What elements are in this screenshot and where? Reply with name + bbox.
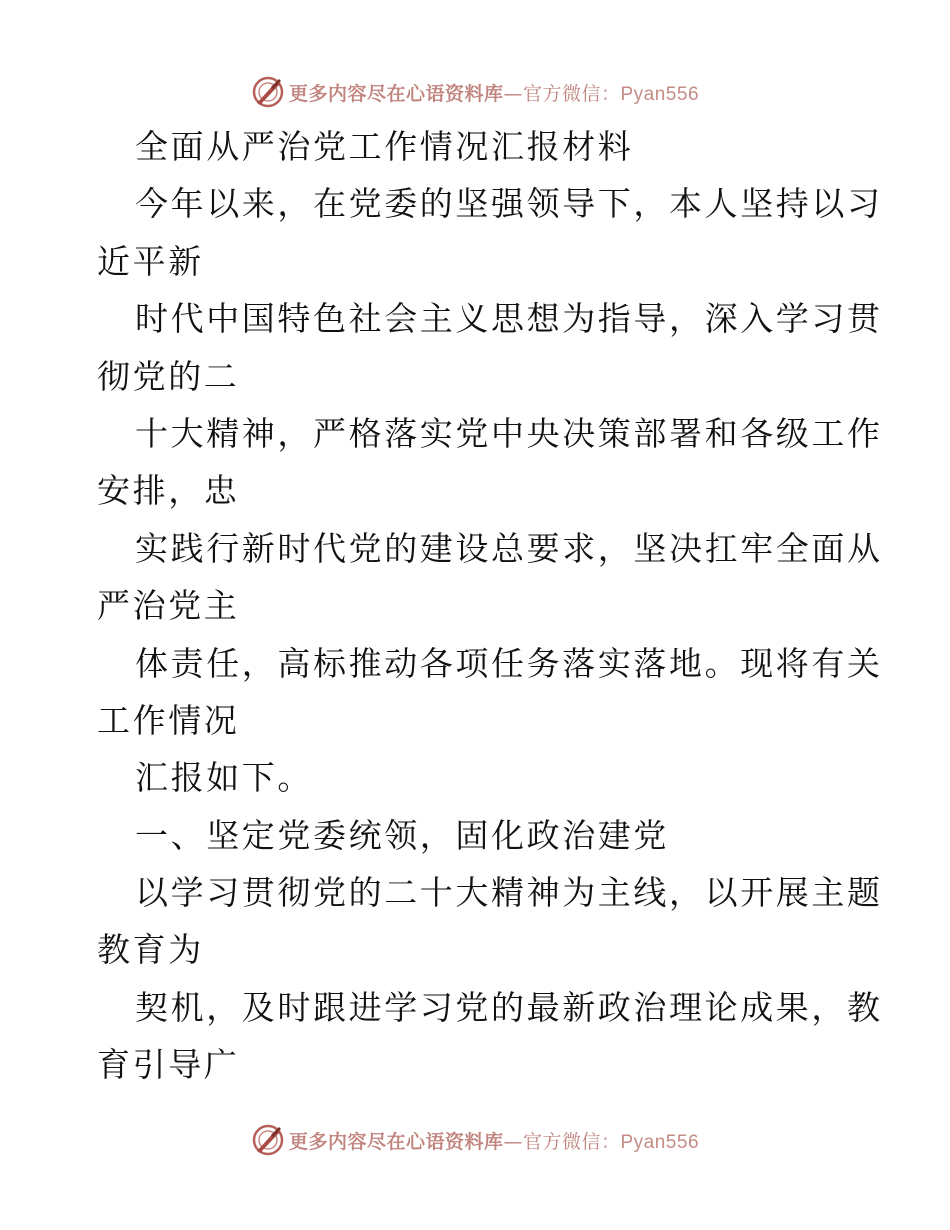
- text-line: 严治党主: [97, 586, 240, 626]
- text-line: 实践行新时代党的建设总要求，坚决扛牢全面从: [135, 528, 883, 568]
- text-line: 今年以来，在党委的坚强领导下，本人坚持以习: [135, 184, 883, 224]
- text-line: 育引导广: [97, 1045, 240, 1085]
- document-body: [97, 118, 883, 1094]
- text-line: 时代中国特色社会主义思想为指导，深入学习贯: [135, 299, 883, 339]
- document-title: 全面从严治党工作情况汇报材料: [135, 127, 634, 166]
- text-line: 教育为: [97, 930, 204, 970]
- watermark-text: [289, 79, 699, 106]
- watermark-id: Pyan556: [620, 83, 700, 105]
- watermark-label: 官方微信：: [522, 82, 621, 105]
- watermark-footer: [0, 1120, 950, 1160]
- watermark-site: 更多内容尽在心语资料库: [288, 82, 504, 105]
- text-line: 汇报如下。: [135, 758, 313, 798]
- text-line: 体责任，高标推动各项任务落实落地。现将有关: [135, 643, 883, 683]
- watermark-header: [0, 72, 950, 112]
- watermark-site: 更多内容尽在心语资料库: [288, 1130, 504, 1153]
- text-line: 安排，忠: [97, 471, 240, 511]
- text-line: 彻党的二: [97, 356, 240, 396]
- watermark-label: 官方微信：: [522, 1130, 621, 1153]
- watermark-text: [289, 1127, 699, 1154]
- quill-logo-icon: [251, 75, 285, 109]
- quill-logo-icon: [251, 1123, 285, 1157]
- section-heading: 一、坚定党委统领，固化政治建党: [135, 815, 669, 855]
- text-line: 以学习贯彻党的二十大精神为主线，以开展主题: [135, 873, 883, 913]
- text-line: 近平新: [97, 241, 204, 281]
- watermark-separator: —: [503, 82, 523, 105]
- text-line: 十大精神，严格落实党中央决策部署和各级工作: [135, 413, 883, 453]
- text-line: 工作情况: [97, 700, 240, 740]
- text-line: 契机，及时跟进学习党的最新政治理论成果，教: [135, 987, 883, 1027]
- watermark-separator: —: [503, 1130, 523, 1153]
- watermark-id: Pyan556: [620, 1131, 700, 1153]
